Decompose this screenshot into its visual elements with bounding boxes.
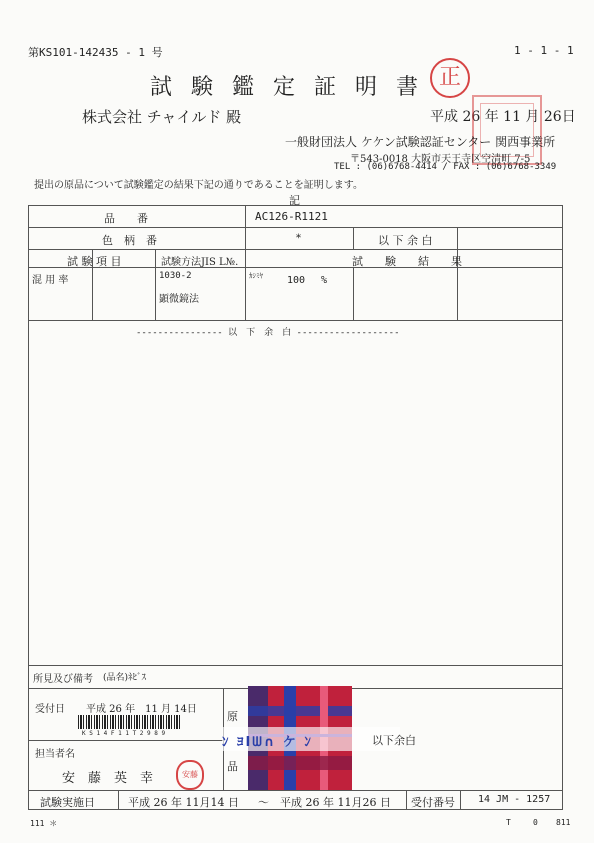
product-number-label: 品 番 <box>104 212 148 225</box>
ki-mark: 記 <box>289 194 300 207</box>
remarks-label: 所見及び備考 <box>33 674 93 685</box>
row-fiber-name: ｶｼﾐﾔ <box>249 272 263 280</box>
receipt-number-label: 受付番号 <box>411 796 455 809</box>
remarks-value: (品名)ﾈﾋﾞｽ <box>103 673 147 683</box>
document-number: 第KS101-142435 - 1 号 <box>28 46 163 59</box>
product-number-value: AC126-R1121 <box>255 210 328 223</box>
row-percent-value: 100 <box>287 275 306 286</box>
issue-date: 平成 26 年 11 月 26日 <box>430 109 576 125</box>
document-title: 試 験 鑑 定 証 明 書 <box>150 75 424 100</box>
row-percent-unit: % <box>321 275 328 286</box>
bottom-right-number: 811 <box>556 818 571 827</box>
bottom-right-t: T <box>506 818 511 827</box>
barcode-text: K S 1 4 F 1 1 T 2 9 8 9 <box>82 730 166 737</box>
page-index: 1 - 1 - 1 <box>514 44 574 57</box>
exec-date-label: 試験実施日 <box>40 796 95 809</box>
reception-label: 受付日 <box>35 704 65 715</box>
official-seal-icon: 正 <box>430 58 470 98</box>
person-label: 担当者名 <box>35 749 75 760</box>
row-test-item: 混 用 率 <box>32 275 69 286</box>
statement: 提出の原品について試験鑑定の結果下記の通りであることを証明します。 <box>34 180 363 191</box>
issuer-name: 一般財団法人 ケケン試験認証センター 関西事業所 <box>285 135 556 149</box>
sample-tag-text: ﾝ ﾖIᗯ∩ ケ ﾝ <box>222 735 313 750</box>
barcode-icon <box>78 715 180 729</box>
rest-line: ---------------- 以 下 余 白 ------------------- <box>136 328 400 338</box>
receipt-number-value: 14 JM - 1257 <box>478 794 551 805</box>
sample-label-top: 原 <box>227 710 238 723</box>
recipient: 株式会社 チャイルド 殿 <box>82 108 242 126</box>
issuer-tel-fax: TEL : (06)6768-4414 / FAX : (06)6768-3349 <box>334 162 557 172</box>
row-method-code: 1030-2 <box>159 271 192 281</box>
person-seal-icon: 安藤 <box>176 760 204 790</box>
test-item-header: 試 験 項 目 <box>67 255 122 268</box>
issuer-address: 〒543-0018 大阪市天王寺区空清町 7-5 <box>350 154 531 165</box>
row-method-name: 顕微鏡法 <box>159 294 199 305</box>
sample-rest-text: 以下余白 <box>372 734 416 747</box>
color-number-label: 色 柄 番 <box>102 234 157 247</box>
bottom-right-zero: 0 <box>533 818 538 827</box>
exec-date-to: 平成 26 年 11月26 日 <box>280 796 391 809</box>
exec-date-tilde: 〜 <box>258 796 269 809</box>
sample-label-bottom: 品 <box>227 760 238 773</box>
person-name: 安 藤 英 幸 <box>62 771 154 786</box>
test-method-header: 試験方法JIS L№. <box>161 257 239 268</box>
bottom-left-code: 111 ＊ <box>30 819 58 828</box>
color-rest-text: 以 下 余 白 <box>378 234 433 247</box>
reception-date: 平成 26 年 11 月 14日 <box>86 704 197 715</box>
exec-date-from: 平成 26 年 11月14 日 <box>128 796 239 809</box>
color-number-value: * <box>296 233 301 244</box>
test-result-header: 試 験 結 果 <box>352 255 462 268</box>
